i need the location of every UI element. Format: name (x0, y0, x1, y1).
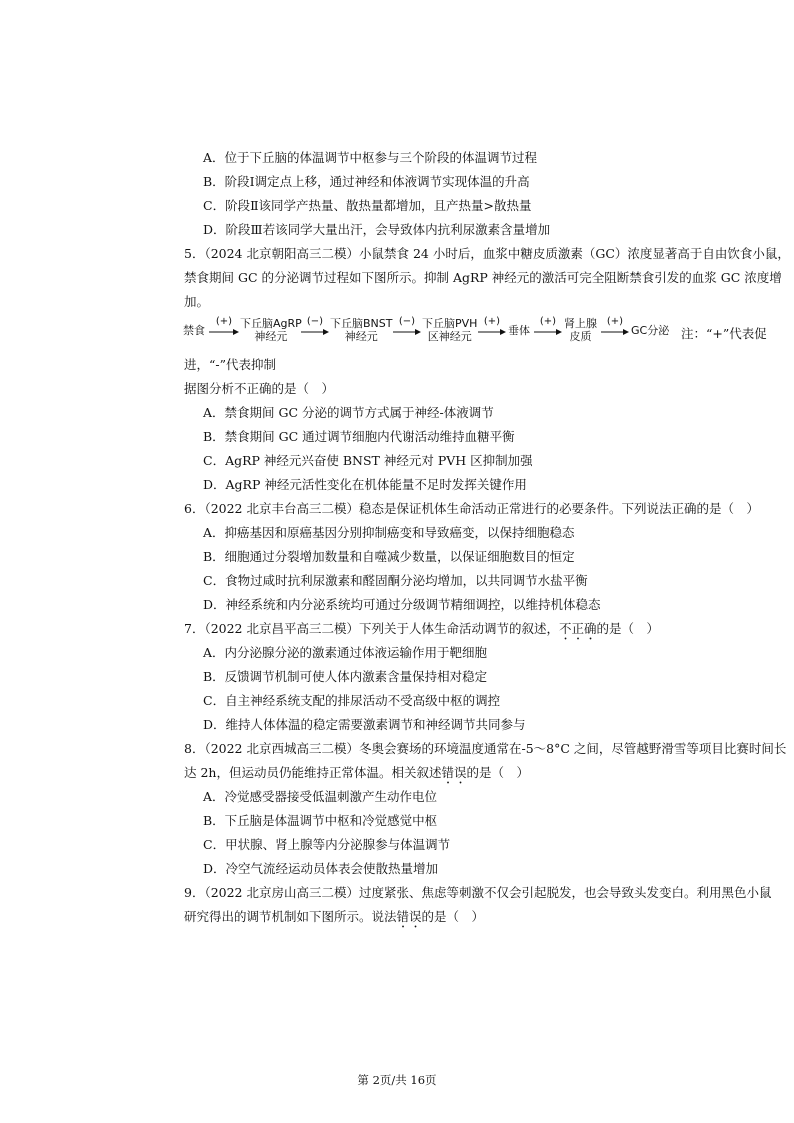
flow-sign-4: (+) (483, 316, 501, 327)
q5-option-c: C．AgRP 神经元兴奋使 BNST 神经元对 PVH 区抑制加强 (203, 453, 533, 468)
flow-sign-6: (+) (606, 316, 624, 327)
flow-node-pvh-line2: 区神经元 (427, 330, 472, 343)
q9-stem-line-1: 9．（2022 北京房山高三二模）过度紧张、焦虑等刺激不仅会引起脱发，也会导致头发变白。利用黑色小鼠 (184, 885, 772, 900)
flow-node-adrenal-line2: 皮质 (569, 330, 592, 343)
q6-stem: 6．（2022 北京丰台高三二模）稳态是保证机体生命活动正常进行的必要条件。下列说法正确的是（ ） (184, 501, 759, 516)
q6-option-a: A．抑癌基因和原癌基因分别抑制癌变和导致癌变，以保持细胞稳态 (203, 525, 575, 540)
gc-regulation-flow-diagram (183, 317, 783, 351)
q7-option-d: D．维持人体体温的稳定需要激素调节和神经调节共同参与 (203, 717, 526, 732)
page-number-footer: 第 2页/共 16页 (357, 1073, 437, 1087)
q5-option-b: B．禁食期间 GC 通过调节细胞内代谢活动维持血糖平衡 (203, 429, 515, 444)
flow-sign-3: (−) (398, 316, 416, 327)
q7-stem-emphasis: 不正确 (559, 621, 597, 636)
q8-option-c: C．甲状腺、肾上腺等内分泌腺参与体温调节 (203, 837, 451, 852)
flow-node-pituitary: 垂体 (508, 324, 530, 337)
q8-stem-line-2 (184, 765, 529, 787)
q6-option-b: B．细胞通过分裂增加数量和自噬减少数量，以保证细胞数目的恒定 (203, 549, 575, 564)
q5-stem-line-2: 禁食期间 GC 的分泌调节过程如下图所示。抑制 AgRP 神经元的激活可完全阻断禁食引发的血浆 GC 浓度增 (184, 270, 782, 285)
q9-stem-post: 的是（ ） (421, 909, 485, 924)
arrow-right-icon (478, 329, 506, 335)
flow-sign-1: (+) (215, 316, 233, 327)
q4-option-c: C．阶段Ⅱ该同学产热量、散热量都增加，且产热量>散热量 (203, 198, 532, 213)
q9-stem-line-2 (184, 909, 484, 931)
flow-sign-5: (+) (539, 316, 557, 327)
q7-option-a: A．内分泌腺分泌的激素通过体液运输作用于靶细胞 (203, 645, 488, 660)
q8-option-d: D．冷空气流经运动员体表会使散热量增加 (203, 861, 439, 876)
q4-option-b: B．阶段Ⅰ调定点上移，通过神经和体液调节实现体温的升高 (203, 174, 530, 189)
q4-option-d: D．阶段Ⅲ若该同学大量出汗，会导致体内抗利尿激素含量增加 (203, 222, 551, 237)
flow-node-pvh-line1: 下丘脑PVH (422, 317, 478, 330)
flow-node-agrp-line2: 神经元 (254, 330, 288, 343)
q8-stem-pre: 达 2h，但运动员仍能维持正常体温。相关叙述 (184, 765, 442, 780)
flow-node-adrenal-line1: 肾上腺 (564, 317, 597, 330)
flow-arrow-1 (209, 316, 239, 339)
flow-node-adrenal-cortex (564, 317, 597, 343)
q6-option-c: C．食物过咸时抗利尿激素和醛固酮分泌均增加，以共同调节水盐平衡 (203, 573, 588, 588)
flow-node-agrp-line1: 下丘脑AgRP (240, 317, 302, 330)
q9-stem-emphasis: 错误 (396, 909, 422, 924)
flow-arrow-5 (534, 316, 562, 339)
flow-node-gc-secretion: GC分泌 (631, 324, 670, 337)
q5-option-d: D．AgRP 神经元活性变化在机体能量不足时发挥关键作用 (203, 477, 527, 492)
arrow-right-icon (209, 329, 239, 335)
flow-node-bnst-line2: 神经元 (344, 330, 378, 343)
flow-sign-2: (−) (306, 316, 324, 327)
flow-node-pvh (422, 317, 477, 343)
q5-option-a: A．禁食期间 GC 分泌的调节方式属于神经-体液调节 (203, 405, 494, 420)
q6-option-d: D．神经系统和内分泌系统均可通过分级调节精细调控，以维持机体稳态 (203, 597, 601, 612)
flow-note-line1: 注：“+”代表促 (681, 326, 767, 341)
flow-arrow-3 (393, 316, 421, 339)
q7-option-c: C．自主神经系统支配的排尿活动不受高级中枢的调控 (203, 693, 501, 708)
q5-stem-line-1: 5．（2024 北京朝阳高三二模）小鼠禁食 24 小时后，血浆中糖皮质激素（GC）浓度显著高于自由饮食小鼠， (184, 246, 790, 261)
q4-option-a: A．位于下丘脑的体温调节中枢参与三个阶段的体温调节过程 (203, 150, 538, 165)
q8-option-a: A．冷觉感受器接受低温刺激产生动作电位 (203, 789, 438, 804)
q5-stem-line-3: 加。 (184, 294, 210, 309)
arrow-right-icon (301, 329, 329, 335)
q5-prompt: 据图分析不正确的是（ ） (184, 381, 335, 396)
q7-stem-pre: 7．（2022 北京昌平高三二模）下列关于人体生命活动调节的叙述， (184, 621, 559, 636)
q8-stem-line-1: 8．（2022 北京西城高三二模）冬奥会赛场的环境温度通常在-5～8°C 之间，尽管越野滑雪等项目比赛时间长 (184, 741, 787, 756)
arrow-right-icon (393, 329, 421, 335)
q9-stem-pre: 研究得出的调节机制如下图所示。说法 (184, 909, 397, 924)
q8-option-b: B．下丘脑是体温调节中枢和冷觉感觉中枢 (203, 813, 438, 828)
flow-node-agrp (240, 317, 302, 343)
flow-arrow-6 (601, 316, 629, 339)
flow-node-fasting: 禁食 (183, 324, 205, 337)
arrow-right-icon (534, 329, 562, 335)
flow-arrow-4 (478, 316, 506, 339)
q8-stem-emphasis: 错误 (441, 765, 467, 780)
q7-stem (184, 621, 659, 643)
flow-arrow-2 (301, 316, 329, 339)
q8-stem-post: 的是（ ） (466, 765, 530, 780)
flow-node-bnst-line1: 下丘脑BNST (330, 317, 393, 330)
q7-option-b: B．反馈调节机制可使人体内激素含量保持相对稳定 (203, 669, 488, 684)
arrow-right-icon (601, 329, 629, 335)
flow-note-line2: 进，“-”代表抑制 (184, 357, 277, 372)
q7-stem-post: 的是（ ） (596, 621, 660, 636)
flow-node-bnst (330, 317, 392, 343)
